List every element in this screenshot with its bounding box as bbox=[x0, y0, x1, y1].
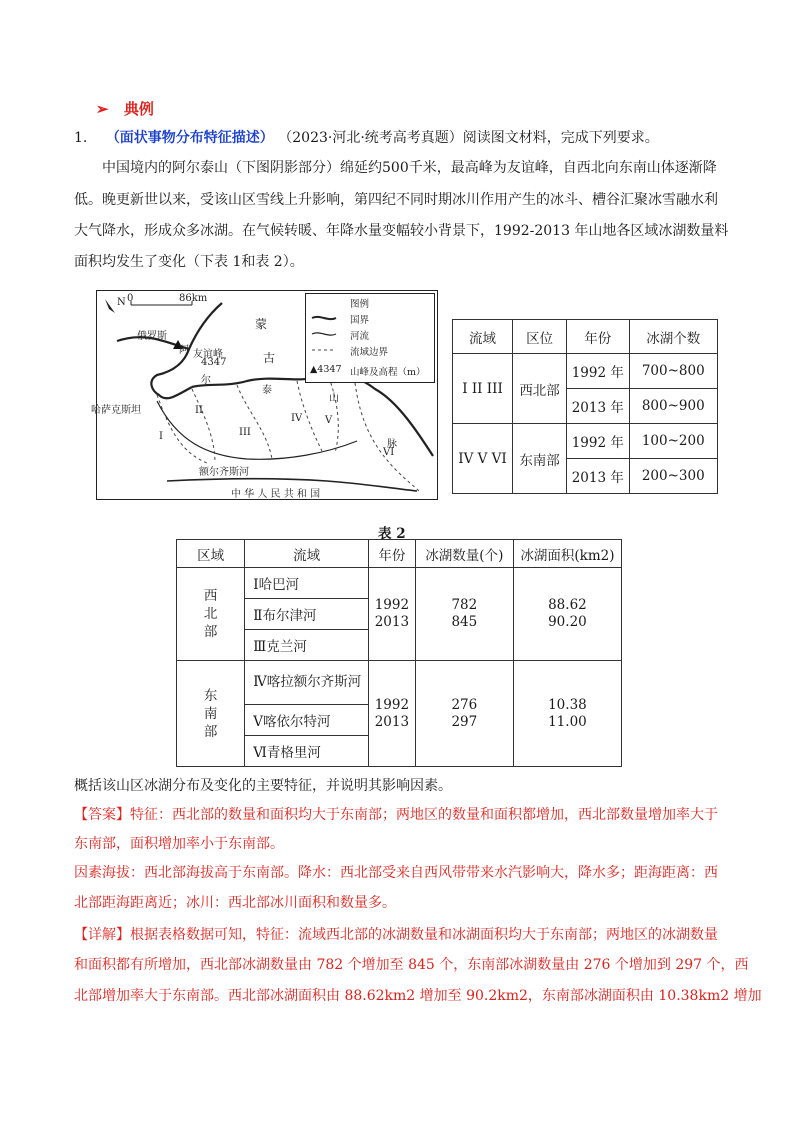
table-header: 流域 bbox=[453, 320, 513, 354]
table-cell: 2013 年 bbox=[567, 389, 629, 424]
area-cell bbox=[513, 568, 621, 661]
count-value: 845 bbox=[451, 614, 478, 630]
label-mongolia-1: 蒙 bbox=[255, 317, 268, 331]
year-cell bbox=[368, 568, 415, 661]
table-header: 区域 bbox=[177, 540, 245, 568]
question-prompt: 概括该山区冰湖分布及变化的主要特征，并说明其影响因素。 bbox=[74, 778, 452, 794]
area-value: 10.38 bbox=[548, 696, 587, 713]
basin-label: VI bbox=[383, 447, 395, 458]
table-header: 年份 bbox=[368, 540, 415, 568]
table-cell: 1992 年 bbox=[567, 354, 629, 389]
legend-title: 图例 bbox=[350, 299, 370, 310]
basin-label: IV bbox=[291, 413, 303, 424]
table-cell: 1992 年 bbox=[567, 424, 629, 459]
answer-line: 北部增加率大于东南部。西北部冰湖面积由 88.62km2 增加至 90.2km2，东南部冰湖面积由 10.38km2 增加 bbox=[74, 988, 762, 1004]
count-value: 782 bbox=[451, 597, 478, 613]
label-china: 中 华 人 民 共 和 国 bbox=[231, 489, 321, 500]
map-legend bbox=[305, 293, 435, 383]
region-char: 部 bbox=[203, 723, 218, 740]
answer-line: 北部距海距离近；冰川：西北部冰川面积和数量多。 bbox=[74, 895, 396, 911]
passage-line: 低。晚更新世以来，受该山区雪线上升影响，第四纪不同时期冰川作用产生的冰斗、槽谷汇聚冰雪融水利 bbox=[74, 192, 718, 208]
question-tag: （面状事物分布特征描述） bbox=[105, 130, 274, 146]
label-altai-1: 阿 bbox=[179, 345, 189, 356]
basin-cell: Ⅰ哈巴河 bbox=[245, 568, 369, 599]
north-arrow-icon bbox=[105, 299, 115, 313]
table-cell: 100~200 bbox=[629, 424, 718, 459]
label-russia: 俄罗斯 bbox=[137, 331, 167, 342]
year-value: 2013 bbox=[374, 713, 410, 730]
passage-line: 面积均发生了变化（下表 1和表 2）。 bbox=[74, 254, 304, 270]
passage-line: 大气降水，形成众多冰湖。在气候转暖、年降水量变幅较小背景下，1992-2013 年山地各区域冰湖数量料 bbox=[74, 223, 729, 239]
peak-name: 友谊峰 bbox=[193, 349, 223, 360]
year-value: 2013 bbox=[374, 614, 410, 630]
passage-line: 中国境内的阿尔泰山（下图阴影部分）绵延约500千米，最高峰为友谊峰，自西北向东南山体逐渐降 bbox=[102, 160, 717, 176]
question-number: 1. bbox=[74, 130, 88, 146]
basin-label: III bbox=[239, 427, 251, 438]
label-altai-2: 尔 bbox=[201, 375, 211, 386]
question-line bbox=[74, 128, 659, 148]
year-cell bbox=[368, 661, 415, 767]
answer-line: 和面积都有所增加，西北部冰湖数量由 782 个增加至 845 个，东南部冰湖数量由 276 个增加到 297 个，西 bbox=[74, 957, 749, 973]
table-header: 流域 bbox=[245, 540, 369, 568]
area-value: 88.62 bbox=[548, 597, 587, 613]
table-cell: 700~800 bbox=[629, 354, 718, 389]
legend-border: 国界 bbox=[350, 315, 370, 326]
count-value: 276 bbox=[451, 696, 478, 713]
area-cell bbox=[513, 661, 621, 767]
region-cell bbox=[177, 568, 245, 661]
basin-label: II bbox=[195, 405, 203, 416]
region-char: 西 bbox=[203, 588, 218, 604]
basin-cell: Ⅴ喀依尔特河 bbox=[245, 705, 369, 736]
basin-cell: Ⅳ喀拉额尔齐斯河 bbox=[245, 661, 369, 705]
answer-line: 东南部，面积增加率小于东南部。 bbox=[74, 836, 284, 852]
altai-map bbox=[91, 290, 438, 500]
region-char: 北 bbox=[203, 606, 218, 622]
answer-line: 【答案】特征：西北部的数量和面积均大于东南部；两地区的数量和面积都增加，西北部数量增加率大于 bbox=[74, 807, 718, 823]
table-cell: IV V VI bbox=[453, 424, 513, 494]
area-value: 90.20 bbox=[548, 614, 587, 630]
table-header: 区位 bbox=[513, 320, 567, 354]
area-value: 11.00 bbox=[548, 713, 587, 730]
region-char: 南 bbox=[203, 705, 218, 722]
answer-line: 因素海拔：西北部海拔高于东南部。降水：西北部受来自西风带带来水汽影响大，降水多；距海距离：西 bbox=[74, 865, 718, 881]
label-kazakhstan: 哈萨克斯坦 bbox=[91, 405, 141, 416]
table-cell: 2013 年 bbox=[567, 459, 629, 494]
legend-river: 河流 bbox=[350, 331, 370, 342]
basin-label: I bbox=[159, 431, 163, 442]
answer-line: 【详解】根据表格数据可知，特征：流域西北部的冰湖数量和冰湖面积均大于东南部；两地区的冰湖数量 bbox=[74, 927, 718, 943]
scale-km: 86km bbox=[179, 293, 208, 304]
section-header bbox=[96, 98, 154, 119]
legend-peak-sample: ▲4347 bbox=[310, 364, 342, 375]
table-cell: 东南部 bbox=[513, 424, 567, 494]
basin-cell: Ⅵ青格里河 bbox=[245, 736, 369, 767]
label-altai-5: 脉 bbox=[387, 439, 397, 450]
section-title: 典例 bbox=[123, 100, 154, 118]
basin-label: V bbox=[325, 415, 333, 426]
label-altai-4: 山 bbox=[329, 393, 339, 404]
table-cell: I II III bbox=[453, 354, 513, 424]
peak-altitude: 4347 bbox=[201, 357, 227, 368]
question-source: （2023·河北·统考高考真题）阅读图文材料，完成下列要求。 bbox=[278, 130, 659, 146]
basin-cell: Ⅱ布尔津河 bbox=[245, 599, 369, 630]
table-2 bbox=[176, 539, 622, 767]
label-mongolia-2: 古 bbox=[263, 351, 276, 365]
table-1 bbox=[452, 319, 718, 494]
region-char: 部 bbox=[203, 624, 218, 640]
label-erqis-river: 额尔齐斯河 bbox=[199, 467, 249, 478]
legend-basin: 流域边界 bbox=[350, 347, 389, 358]
table-header: 冰湖数量(个) bbox=[415, 540, 513, 568]
table-cell: 200~300 bbox=[629, 459, 718, 494]
table-header: 冰湖面积(km2) bbox=[513, 540, 621, 568]
year-value: 1992 bbox=[374, 696, 410, 713]
count-cell bbox=[415, 661, 513, 767]
legend-peak: 山峰及高程（m） bbox=[350, 367, 426, 378]
region-cell bbox=[177, 661, 245, 767]
table-2-caption: 表 2 bbox=[378, 526, 406, 542]
basin-cell: Ⅲ克兰河 bbox=[245, 630, 369, 661]
table-cell: 800~900 bbox=[629, 389, 718, 424]
table-header: 冰湖个数 bbox=[629, 320, 718, 354]
north-label: N bbox=[117, 297, 126, 308]
arrow-bullet-icon: ➢ bbox=[96, 100, 109, 118]
count-cell bbox=[415, 568, 513, 661]
label-altai-3: 泰 bbox=[262, 385, 272, 396]
count-value: 297 bbox=[451, 713, 478, 730]
table-cell: 西北部 bbox=[513, 354, 567, 424]
table-header: 年份 bbox=[567, 320, 629, 354]
scale-zero: 0 bbox=[127, 293, 134, 304]
year-value: 1992 bbox=[374, 597, 410, 613]
region-char: 东 bbox=[203, 687, 218, 704]
